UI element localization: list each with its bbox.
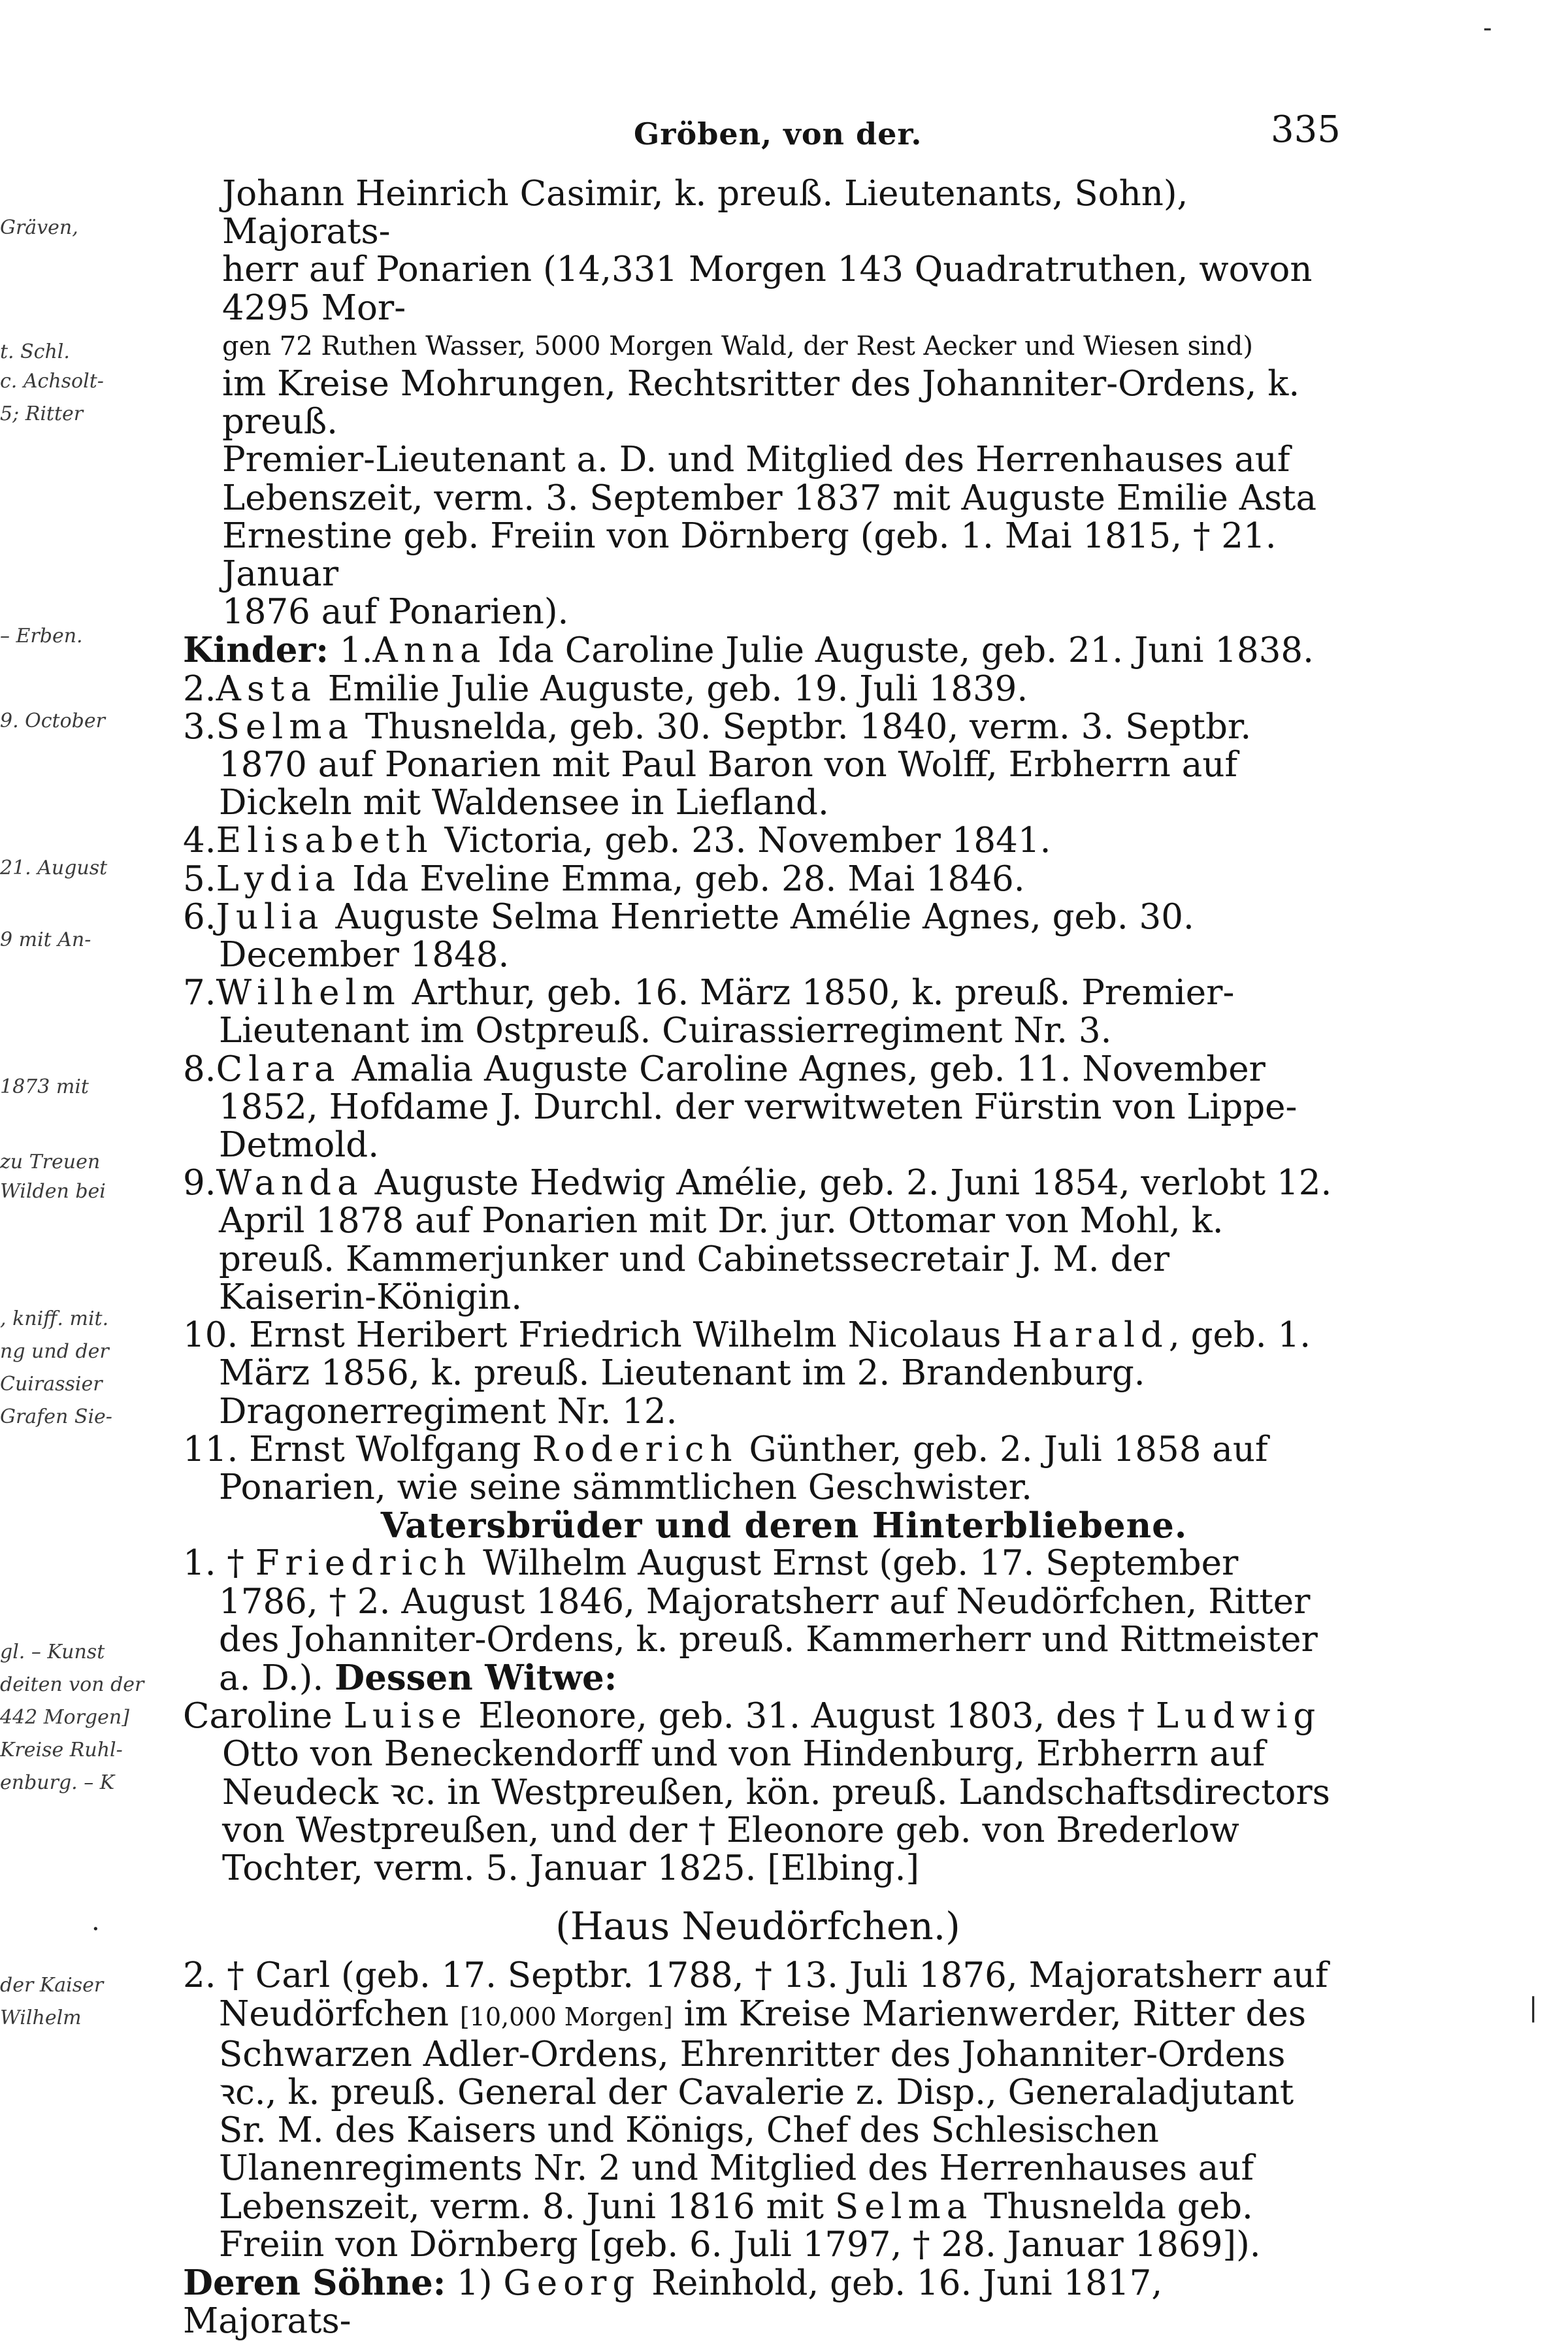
print-mark: - xyxy=(1483,13,1492,43)
sons-label: Deren Söhne: xyxy=(183,2262,446,2303)
child-name: Wanda xyxy=(216,1163,364,1203)
child-name: Julia xyxy=(216,896,325,937)
house-heading: (Haus Neudörfchen.) xyxy=(555,1904,960,1949)
person-name: Ludwig xyxy=(1155,1696,1322,1737)
child-name: Harald xyxy=(1012,1315,1169,1356)
child-name: Wilhelm xyxy=(216,973,401,1013)
list-item: 3.Selma Thusnelda, geb. 30. Septbr. 1840, verm. 3. Septbr. 1870 auf Ponarien mit Paul Baron von Wolff, Erbherrn auf Dickeln mit Waldensee in Liefland. xyxy=(183,706,1252,823)
person-name: Selma xyxy=(834,2186,973,2227)
print-mark: | xyxy=(1529,1993,1538,2023)
text-line: Johann Heinrich Casimir, k. preuß. Lieutenants, Sohn), Majorats- xyxy=(222,174,1188,252)
margin-fragment: gl. – Kunst xyxy=(0,1641,105,1663)
margin-fragment: , kniff. mit. xyxy=(0,1307,109,1330)
person-name: Luise xyxy=(343,1696,468,1737)
child-name: Elisabeth xyxy=(216,821,434,861)
margin-fragment: c. Achsolt- xyxy=(0,370,104,393)
list-item: 7.Wilhelm Arthur, geb. 16. März 1850, k. preuß. Premier-Lieutenant im Ostpreuß. Cuirassierregiment Nr. 3. xyxy=(183,973,1235,1051)
margin-fragment: t. Schl. xyxy=(0,340,70,363)
list-item: 1. † Friedrich Wilhelm August Ernst (geb. 17. September 1786, † 2. August 1846, Majoratsherr auf Neudörfchen, Ritter des Johanniter-Ordens, k. preuß. Kammerherr und Rittmeister a. D.). Dessen Witwe: xyxy=(183,1543,1318,1698)
sons-line: Deren Söhne: 1) Georg Reinhold, geb. 16. Juni 1817, Majorats- xyxy=(183,2262,1163,2341)
text-line: Lebenszeit, verm. 3. September 1837 mit Auguste Emilie Asta xyxy=(222,478,1317,518)
margin-fragment: Cuirassier xyxy=(0,1373,103,1396)
child-name: Asta xyxy=(216,668,317,709)
print-mark: · xyxy=(91,1914,100,1944)
margin-fragment: zu Treuen xyxy=(0,1151,101,1173)
margin-fragment: Grafen Sie- xyxy=(0,1405,112,1428)
widow-label: Dessen Witwe: xyxy=(335,1657,617,1698)
margin-fragment: Wilden bei xyxy=(0,1180,106,1203)
list-item: 8.Clara Amalia Auguste Caroline Agnes, geb. 11. November 1852, Hofdame J. Durchl. der verwitweten Fürstin von Lippe-Detmold. xyxy=(183,1049,1298,1166)
list-item: 5.Lydia Ida Eveline Emma, geb. 28. Mai 1846. xyxy=(183,859,1025,899)
entry-paragraph-1 xyxy=(183,175,1333,631)
child-name: Selma xyxy=(216,706,355,747)
list-item: Kinder: 1.Anna Ida Caroline Julie Auguste, geb. 21. Juni 1838. xyxy=(183,630,1315,671)
margin-fragment: 9 mit An- xyxy=(0,928,91,951)
list-item: 6.Julia Auguste Selma Henriette Amélie Agnes, geb. 30. December 1848. xyxy=(183,896,1194,975)
margin-fragment: 442 Morgen] xyxy=(0,1706,129,1729)
text-line: herr auf Ponarien (14,331 Morgen 143 Quadratruthen, wovon 4295 Mor- xyxy=(222,250,1313,328)
margin-fragment: 1873 mit xyxy=(0,1075,89,1098)
margin-fragment: 9. October xyxy=(0,710,105,732)
person-name: Friedrich xyxy=(255,1543,472,1584)
margin-fragment: Kreise Ruhl- xyxy=(0,1739,123,1761)
list-item: 2.Asta Emilie Julie Auguste, geb. 19. Juli 1839. xyxy=(183,668,1028,709)
text-line: Ernestine geb. Freiin von Dörnberg (geb. 1. Mai 1815, † 21. Januar xyxy=(222,516,1277,595)
page-number: 335 xyxy=(1271,108,1341,151)
child-name: Lydia xyxy=(216,859,342,899)
list-item: 10. Ernst Heribert Friedrich Wilhelm Nicolaus Harald, geb. 1. März 1856, k. preuß. Lieutenant im 2. Brandenburg. Dragonerregiment Nr. 12. xyxy=(183,1315,1311,1432)
section-heading: Vatersbrüder und deren Hinterbliebene. xyxy=(380,1505,1188,1547)
children-list xyxy=(183,631,1333,1507)
text-line: im Kreise Mohrungen, Rechtsritter des Johanniter-Ordens, k. preuß. xyxy=(222,364,1300,442)
margin-fragment: – Erben. xyxy=(0,625,83,647)
list-item: 4.Elisabeth Victoria, geb. 23. November 1841. xyxy=(183,821,1051,861)
widow-paragraph: Caroline Luise Eleonore, geb. 31. August 1803, des † Ludwig Otto von Beneckendorff und von Hindenburg, Erbherrn auf Neudeck ꝛc. in Westpreußen, kön. preuß. Landschaftsdirectors von Westpreußen, und der † Eleonore geb. von Brederlow Tochter, verm. 5. Januar 1825. [Elbing.] xyxy=(183,1696,1330,1888)
text-line: 1876 auf Ponarien). xyxy=(222,592,569,632)
list-item: 11. Ernst Wolfgang Roderich Günther, geb. 2. Juli 1858 auf Ponarien, wie seine sämmtlichen Geschwister. xyxy=(183,1429,1268,1507)
margin-fragment: ng und der xyxy=(0,1340,109,1363)
child-name: Roderich xyxy=(532,1429,738,1469)
margin-fragment: 5; Ritter xyxy=(0,402,84,425)
text-line: gen 72 Ruthen Wasser, 5000 Morgen Wald, der Rest Aecker und Wiesen sind) xyxy=(222,331,1253,361)
main-text xyxy=(183,175,1333,2340)
margin-fragment: 21. August xyxy=(0,857,108,879)
margin-fragment: deiten von der xyxy=(0,1673,144,1696)
margin-fragment: Gräven, xyxy=(0,216,78,239)
margin-fragment: enburg. – K xyxy=(0,1771,115,1794)
margin-fragment: der Kaiser xyxy=(0,1974,104,1997)
child-name: Anna xyxy=(372,630,487,671)
margin-fragment: Wilhelm xyxy=(0,2006,82,2029)
child-name: Clara xyxy=(216,1049,341,1089)
list-item: 9.Wanda Auguste Hedwig Amélie, geb. 2. Juni 1854, verlobt 12. April 1878 auf Ponarien mit Dr. jur. Ottomar von Mohl, k. preuß. Kammerjunker und Cabinetssecretair J. M. der Kaiserin-Königin. xyxy=(183,1163,1332,1317)
running-header: Gröben, von der. xyxy=(634,116,923,152)
person-name: Georg xyxy=(503,2263,641,2303)
list-item: 2. † Carl (geb. 17. Septbr. 1788, † 13. Juli 1876, Majoratsherr auf Neudörfchen [10,000 Morgen] im Kreise Marienwerder, Ritter des Schwarzen Adler-Ordens, Ehrenritter des Johanniter-Ordens ꝛc., k. preuß. General der Cavalerie z. Disp., Generaladjutant Sr. M. des Kaisers und Königs, Chef des Schlesischen Ulanenregiments Nr. 2 und Mitglied des Herrenhauses auf Lebenszeit, verm. 8. Juni 1816 mit Selma Thusnelda geb. Freiin von Dörnberg [geb. 6. Juli 1797, † 28. Januar 1869]). xyxy=(183,1956,1328,2265)
text-line: Premier-Lieutenant a. D. und Mitglied des Herrenhauses auf xyxy=(222,440,1290,480)
children-label: Kinder: xyxy=(183,630,329,671)
